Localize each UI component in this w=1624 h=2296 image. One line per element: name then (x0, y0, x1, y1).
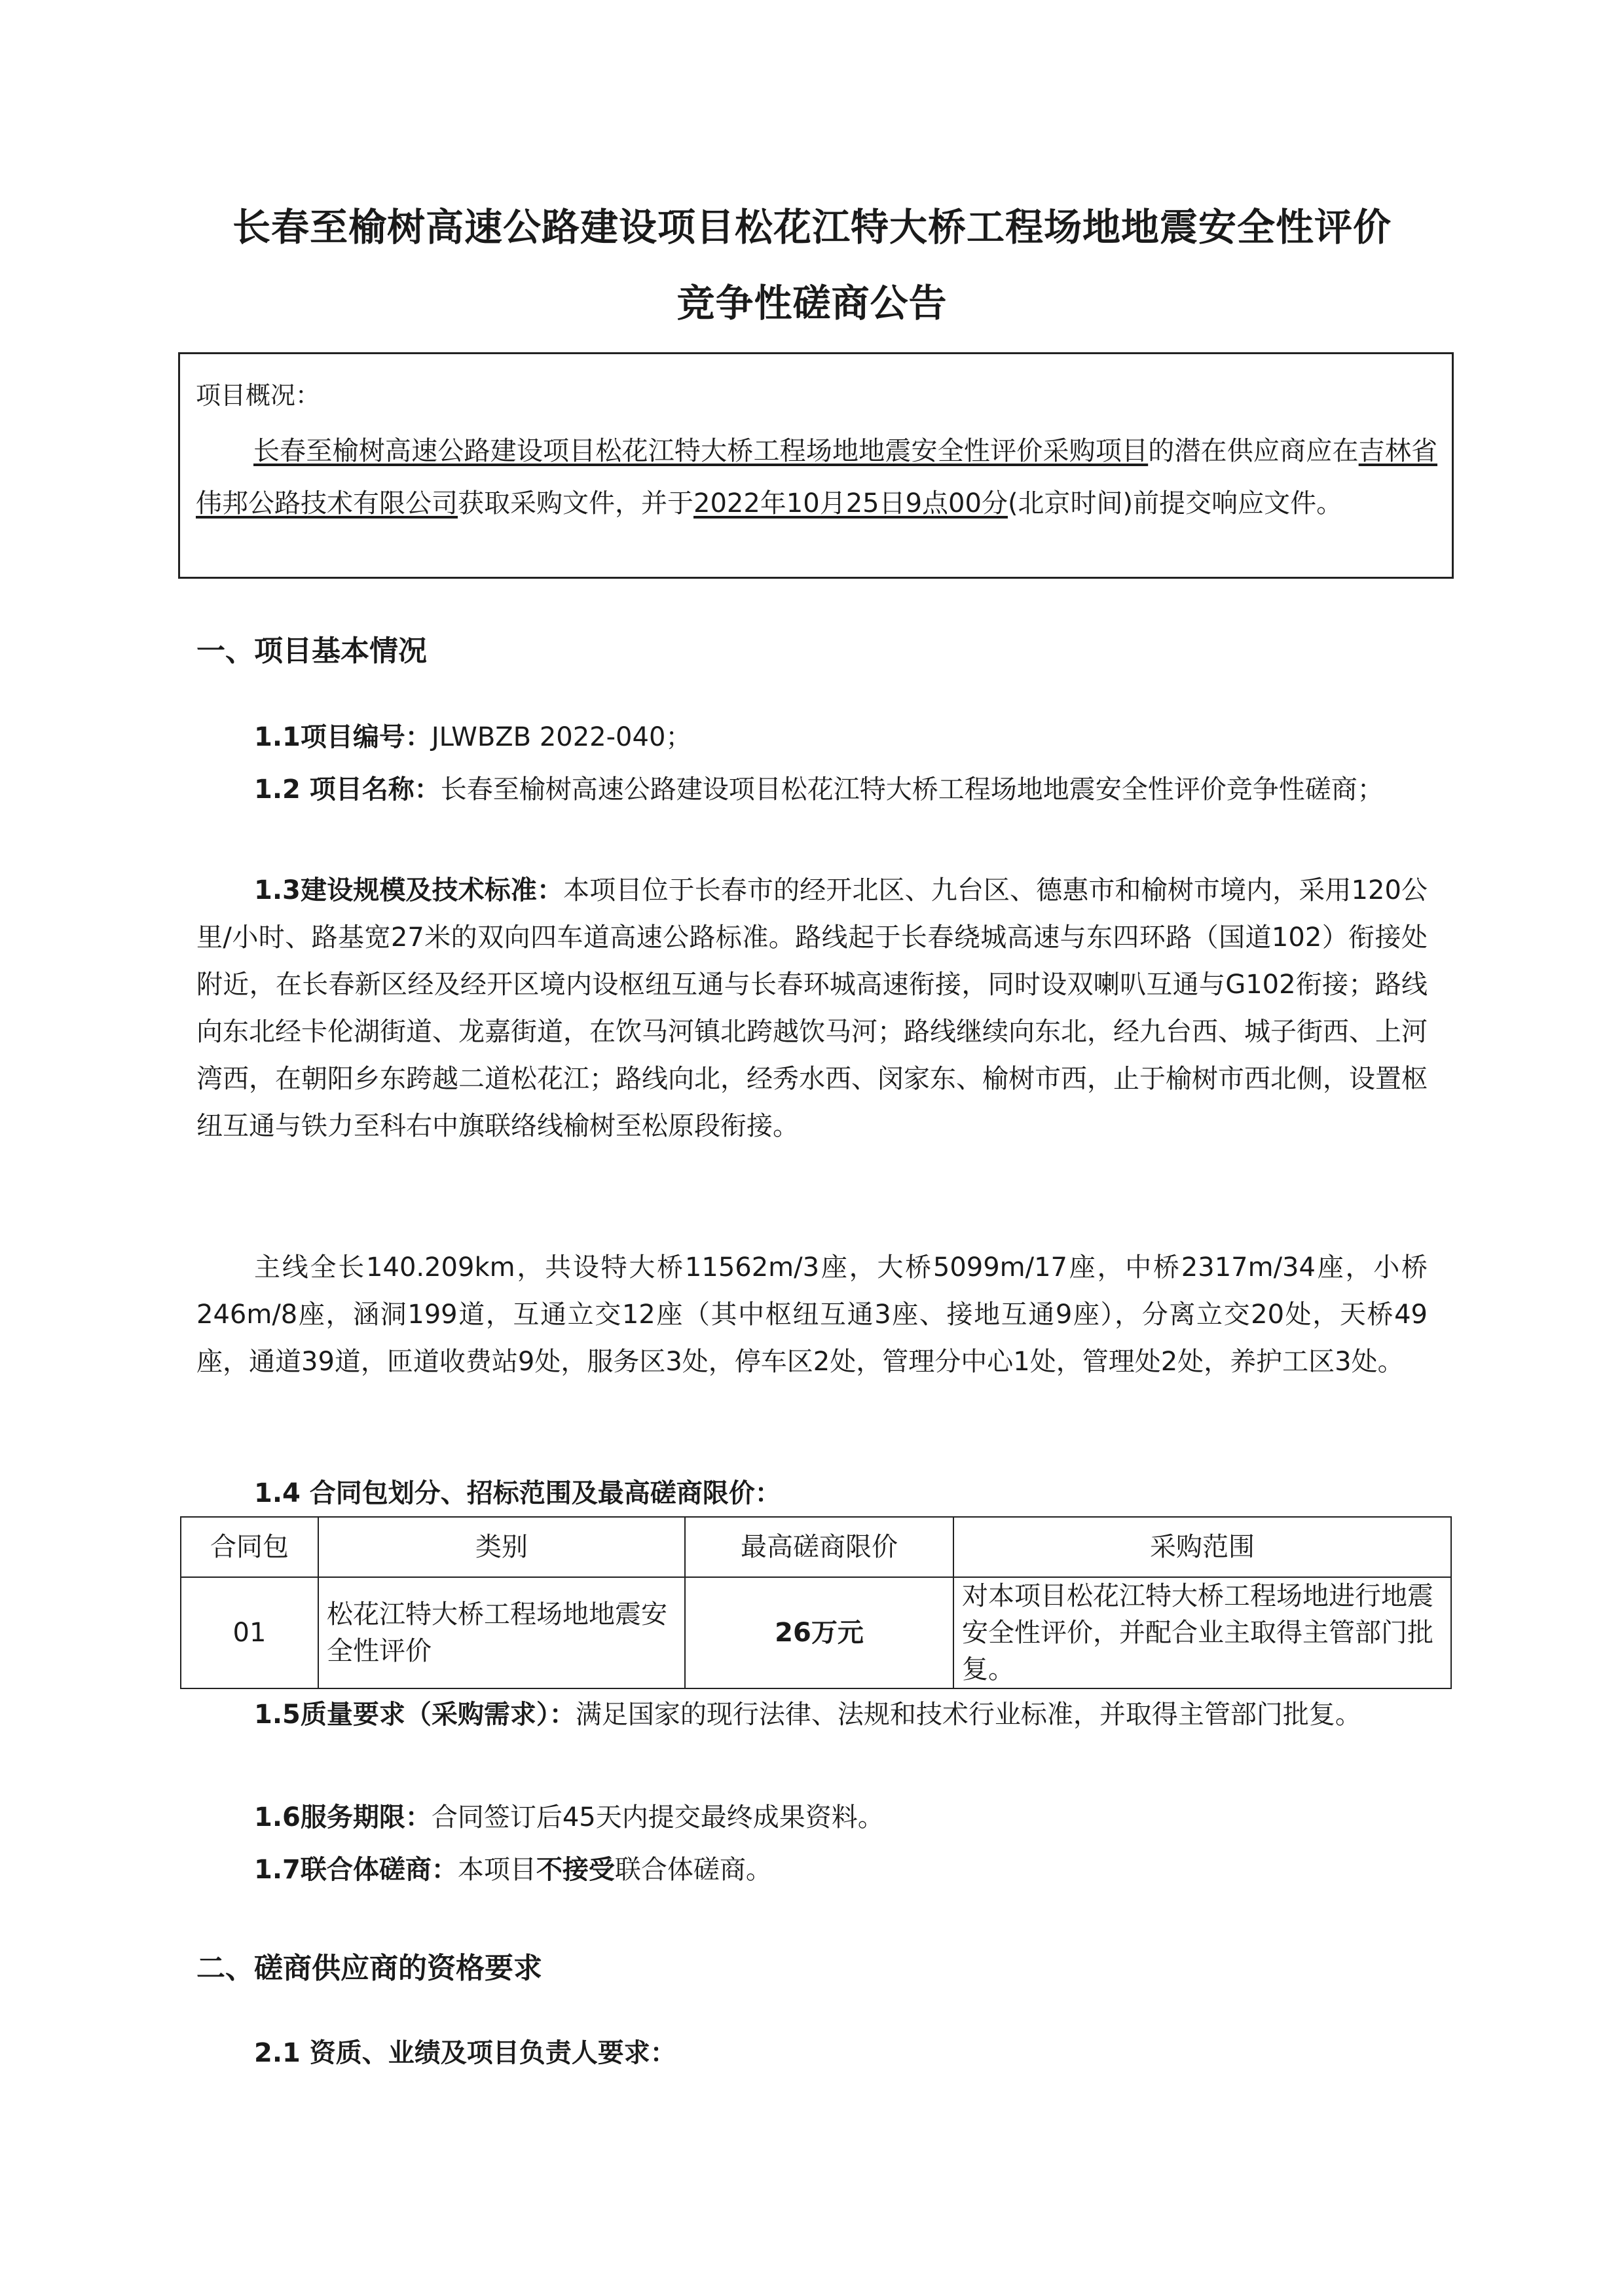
overview-text-c: (北京时间)前提交响应文件。 (1007, 488, 1343, 519)
item-1-5-value: 满足国家的现行法律、法规和技术行业标准，并取得主管部门批复。 (575, 1700, 1361, 1730)
item-1-3-value: 本项目位于长春市的经开北区、九台区、德惠市和榆树市境内，采用120公里/小时、路基宽27米的双向四车道高速公路标准。路线起于长春绕城高速与东四环路（国道102）衔接处附近，在长春新区经及经开区境内设枢纽互通与长春环城高速衔接，同时设双喇叭互通与G102衔接；路线向东北经卡伦湖街道、龙嘉街道，在饮马河镇北跨越饮马河；路线继续向东北，经九台西、城子街西、上河湾西，在朝阳乡东跨越二道松花江；路线向北，经秀水西、闵家东、榆树市西，止于榆树市西北侧，设置枢纽互通与铁力至科右中旗联络线榆树至松原段衔接。 (196, 875, 1428, 1141)
item-1-6 (196, 1794, 1428, 1841)
item-1-2 (196, 766, 1428, 813)
item-1-3 (196, 867, 1428, 1150)
item-1-2-label: 1.2 项目名称： (254, 774, 441, 805)
item-1-7-value-bold: 不接受 (536, 1855, 615, 1885)
overview-text-a: 的潜在供应商应在 (1148, 436, 1359, 466)
table-header-cell: 合同包 (181, 1517, 318, 1577)
item-2-1 (196, 2030, 1428, 2077)
item-1-4 (196, 1470, 1428, 1517)
overview-text-b: 获取采购文件，并于 (458, 488, 693, 519)
item-1-7-label: 1.7联合体磋商： (254, 1855, 458, 1885)
overview-text (196, 425, 1437, 530)
contract-package-table (180, 1516, 1452, 1689)
overview-project-name: 长春至榆树高速公路建设项目松花江特大桥工程场地地震安全性评价采购项目 (253, 436, 1149, 466)
item-1-2-value: 长春至榆树高速公路建设项目松花江特大桥工程场地地震安全性评价竞争性磋商； (440, 774, 1384, 805)
project-overview-box (178, 352, 1454, 579)
item-1-5 (196, 1691, 1428, 1738)
section1-heading: 一、项目基本情况 (196, 634, 427, 668)
item-1-5-label: 1.5质量要求（采购需求）： (254, 1700, 576, 1730)
item-1-6-label: 1.6服务期限： (254, 1802, 432, 1832)
category-cell: 松花江特大桥工程场地地震安全性评价 (318, 1577, 685, 1688)
table-header-cell: 最高磋商限价 (685, 1517, 953, 1577)
item-1-4-label: 1.4 合同包划分、招标范围及最高磋商限价： (254, 1478, 781, 1508)
table-header-cell: 类别 (318, 1517, 685, 1577)
item-1-7-value-a: 本项目 (457, 1855, 536, 1885)
item-1-1-value: JLWBZB 2022-040； (431, 722, 692, 752)
item-1-6-value: 合同签订后45天内提交最终成果资料。 (431, 1802, 884, 1832)
item-1-3-main-line: 主线全长140.209km，共设特大桥11562m/3座，大桥5099m/17座，中桥2317m/34座，小桥246m/8座，涵洞199道，互通立交12座（其中枢纽互通3座、接地互通9座），分离立交20处，天桥49座，通道39道，匝道收费站9处，服务区3处，停车区2处，管理分中心1处，管理处2处，养护工区3处。 (196, 1252, 1428, 1377)
item-1-1 (196, 714, 1428, 761)
overview-label: 项目概况： (196, 381, 321, 410)
item-1-7-value-b: 联合体磋商。 (614, 1855, 772, 1885)
item-1-1-label: 1.1项目编号： (254, 722, 432, 752)
item-2-1-label: 2.1 资质、业绩及项目负责人要求： (254, 2038, 676, 2068)
item-1-3-label: 1.3建设规模及技术标准： (254, 875, 564, 905)
table-header-cell: 采购范围 (953, 1517, 1451, 1577)
table-header-row (181, 1517, 1451, 1577)
overview-deadline: 2022年10月25日9点00分 (693, 488, 1008, 519)
section2-heading: 二、磋商供应商的资格要求 (196, 1952, 542, 1985)
document-title-line2: 竞争性磋商公告 (676, 281, 948, 325)
table-row (181, 1577, 1451, 1688)
price-cap-cell: 26万元 (685, 1577, 953, 1688)
item-1-7 (196, 1846, 1428, 1893)
scope-cell: 对本项目松花江特大桥工程场地进行地震安全性评价，并配合业主取得主管部门批复。 (953, 1577, 1451, 1688)
overview-company: 吉林省伟邦公路技术有限公司 (196, 436, 1438, 519)
document-title-line1: 长春至榆树高速公路建设项目松花江特大桥工程场地地震安全性评价 (232, 205, 1392, 249)
package-number-cell: 01 (181, 1577, 318, 1688)
